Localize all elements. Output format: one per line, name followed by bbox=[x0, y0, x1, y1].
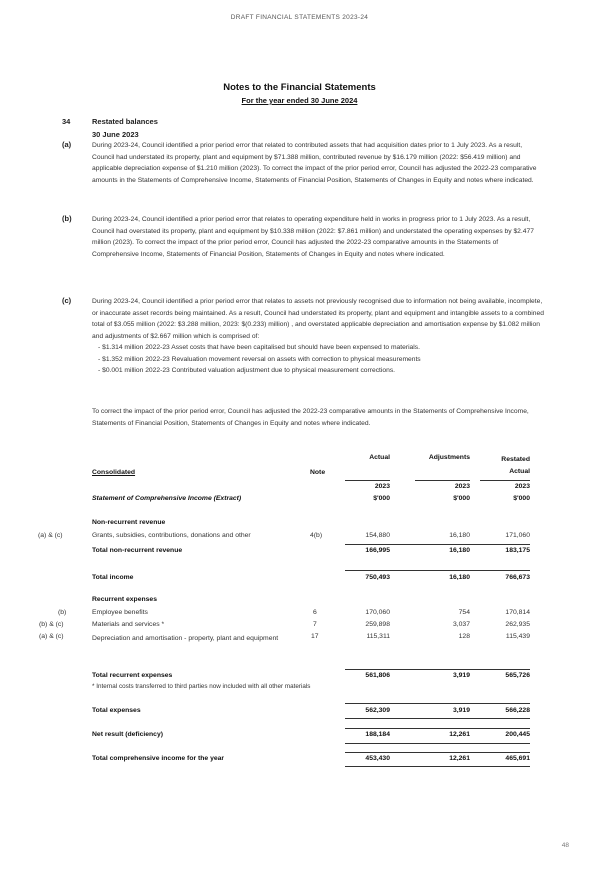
nonrecurrent-heading: Non-recurrent revenue bbox=[92, 519, 166, 526]
year-header: 2023 bbox=[374, 483, 390, 490]
cell-actual: 562,309 bbox=[365, 707, 390, 714]
total-rule bbox=[345, 669, 530, 670]
total-rule bbox=[345, 728, 530, 729]
cell-adjustment: 16,180 bbox=[449, 547, 470, 554]
column-header-restated: Restated Actual bbox=[501, 456, 530, 475]
section-subtitle: 30 June 2023 bbox=[92, 130, 139, 139]
year-header: 2023 bbox=[454, 483, 470, 490]
cell-restated: 565,726 bbox=[505, 672, 530, 679]
cell-actual: 259,898 bbox=[365, 621, 390, 628]
total-label: Total recurrent expenses bbox=[92, 672, 173, 679]
consolidated-heading: Consolidated bbox=[92, 469, 136, 476]
cell-restated: 766,673 bbox=[505, 574, 530, 581]
cell-restated: 171,060 bbox=[505, 532, 530, 539]
page-header: DRAFT FINANCIAL STATEMENTS 2023-24 bbox=[230, 14, 369, 21]
page-title: Notes to the Financial Statements bbox=[223, 82, 376, 93]
row-label: Grants, subsidies, contributions, donations and other bbox=[92, 532, 251, 539]
cell-restated: 115,439 bbox=[505, 633, 530, 640]
total-rule bbox=[345, 718, 530, 719]
page-subtitle: For the year ended 30 June 2024 bbox=[241, 96, 358, 105]
total-label: Net result (deficiency) bbox=[92, 731, 164, 738]
paragraph-label: (c) bbox=[62, 296, 72, 305]
list-item: - $1.352 million 2022-23 Revaluation movement reversal on assets with correction to physical measurements bbox=[98, 354, 544, 366]
total-label: Total non-recurrent revenue bbox=[92, 547, 183, 554]
total-rule bbox=[345, 743, 530, 744]
cell-actual: 154,880 bbox=[365, 532, 390, 539]
total-label: Total comprehensive income for the year bbox=[92, 755, 225, 762]
row-note: 17 bbox=[311, 633, 319, 640]
cell-adjustment: 12,261 bbox=[449, 731, 470, 738]
total-rule bbox=[345, 752, 530, 753]
row-note: 4(b) bbox=[310, 532, 323, 539]
cell-restated: 566,228 bbox=[505, 707, 530, 714]
note-header: Note bbox=[310, 469, 326, 476]
cell-adjustment: 3,919 bbox=[452, 707, 470, 714]
unit-header: $'000 bbox=[513, 495, 530, 502]
cell-restated: 170,814 bbox=[505, 609, 530, 616]
row-label: Materials and services * bbox=[92, 621, 165, 628]
total-rule bbox=[345, 766, 530, 767]
paragraph-text: During 2023-24, Council identified a prior period error that related to contributed assets that had acquisition dates prior to 1 July 2023. As a result, Council had understated its property, plant and equipment by $71.388 million, contributed revenue by $16.179 million (2022: $56.419 million) and applicable depreciation expense of $1.210 million (2023). To correct the impact of the prior period error, Council has adjusted the 2022-23 comparative amounts in the Statements of Comprehensive Income, Statements of Financial Position, Statements of Changes in Equity and notes where indicated. bbox=[92, 142, 537, 184]
bullet-list bbox=[92, 342, 544, 377]
cell-actual: 188,184 bbox=[365, 731, 390, 738]
total-rule bbox=[345, 570, 530, 571]
list-item: - $1.314 million 2022-23 Asset costs that have been capitalised but should have been expensed to materials. bbox=[98, 342, 544, 354]
section-number: 34 bbox=[62, 117, 71, 126]
cell-actual: 115,311 bbox=[366, 633, 390, 640]
paragraph-text: During 2023-24, Council identified a prior period error that relates to assets not previously recognised due to information not being available, incomplete, or inaccurate asset records being maintained. As a result, Council had understated its property, plant and equipment and intangible assets to a combined total of $3.055 million (2022: $3.288 million, 2023: $(0.233) million) , and overstated applicable depreciation and amortisation expense by $1.082 million and adjustments of $2.667 million which is comprised of: bbox=[92, 298, 544, 340]
paragraph-c-body bbox=[92, 296, 544, 377]
cell-adjustment: 3,919 bbox=[452, 672, 470, 679]
row-label: Employee benefits bbox=[92, 609, 148, 616]
cell-actual: 170,060 bbox=[365, 609, 390, 616]
cell-actual: 561,806 bbox=[365, 672, 390, 679]
cell-restated: 465,691 bbox=[505, 755, 530, 762]
row-ref: (b) bbox=[58, 609, 67, 616]
paragraph-text: To correct the impact of the prior period error, Council has adjusted the 2022-23 comparative amounts in the Statements of Comprehensive Income, Statements of Financial Position, Statements of Changes in Equity and notes where indicated. bbox=[92, 408, 529, 427]
unit-header: $'000 bbox=[453, 495, 470, 502]
paragraph-label: (a) bbox=[62, 140, 72, 149]
statement-title: Statement of Comprehensive Income (Extract) bbox=[92, 495, 242, 502]
total-rule bbox=[345, 703, 530, 704]
row-ref: (a) & (c) bbox=[39, 633, 64, 640]
row-ref: (b) & (c) bbox=[39, 621, 64, 628]
column-header-adjustments: Adjustments bbox=[428, 454, 470, 461]
header-rule bbox=[345, 480, 390, 481]
recurrent-heading: Recurrent expenses bbox=[92, 596, 157, 603]
cell-adjustment: 12,261 bbox=[449, 755, 470, 762]
cell-adjustment: 16,180 bbox=[449, 532, 470, 539]
total-label: Total income bbox=[92, 574, 134, 581]
cell-actual: 750,493 bbox=[365, 574, 390, 581]
row-note: 7 bbox=[313, 621, 317, 628]
total-rule bbox=[345, 544, 530, 545]
row-note: 6 bbox=[313, 609, 317, 616]
header-rule bbox=[480, 480, 530, 481]
footnote: * Internal costs transferred to third parties now included with all other materials bbox=[92, 683, 311, 690]
cell-adjustment: 16,180 bbox=[449, 574, 470, 581]
row-label: Depreciation and amortisation - property, plant and equipment bbox=[92, 635, 279, 642]
column-header-actual: Actual bbox=[369, 454, 390, 461]
row-ref: (a) & (c) bbox=[38, 532, 63, 539]
cell-restated: 183,175 bbox=[505, 547, 530, 554]
section-title: Restated balances bbox=[92, 117, 158, 126]
cell-actual: 453,430 bbox=[365, 755, 390, 762]
cell-adjustment: 128 bbox=[458, 633, 470, 640]
header-rule bbox=[415, 480, 470, 481]
year-header: 2023 bbox=[514, 483, 530, 490]
paragraph-label: (b) bbox=[62, 214, 72, 223]
unit-header: $'000 bbox=[373, 495, 390, 502]
cell-restated: 200,445 bbox=[505, 731, 530, 738]
cell-adjustment: 754 bbox=[458, 609, 470, 616]
cell-restated: 262,935 bbox=[505, 621, 530, 628]
total-label: Total expenses bbox=[92, 707, 141, 714]
cell-actual: 166,995 bbox=[365, 547, 390, 554]
list-item: - $0.001 million 2022-23 Contributed valuation adjustment due to physical measurement corrections. bbox=[98, 365, 544, 377]
cell-adjustment: 3,037 bbox=[452, 621, 470, 628]
page-number: 48 bbox=[561, 842, 569, 849]
paragraph-text: During 2023-24, Council identified a prior period error that relates to operating expenditure held in works in progress prior to 1 July 2023. As a result, Council had overstated its property, plant and equipment by $10.338 million (2022: $7.861 million) and understated the operating expenses by $2.477 million (2023). To correct the impact of the prior period error, Council has adjusted the 2022-23 comparative amounts in the Statements of Comprehensive Income, Statements of Financial Position, Statements of Changes in Equity and notes where indicated. bbox=[92, 216, 534, 258]
